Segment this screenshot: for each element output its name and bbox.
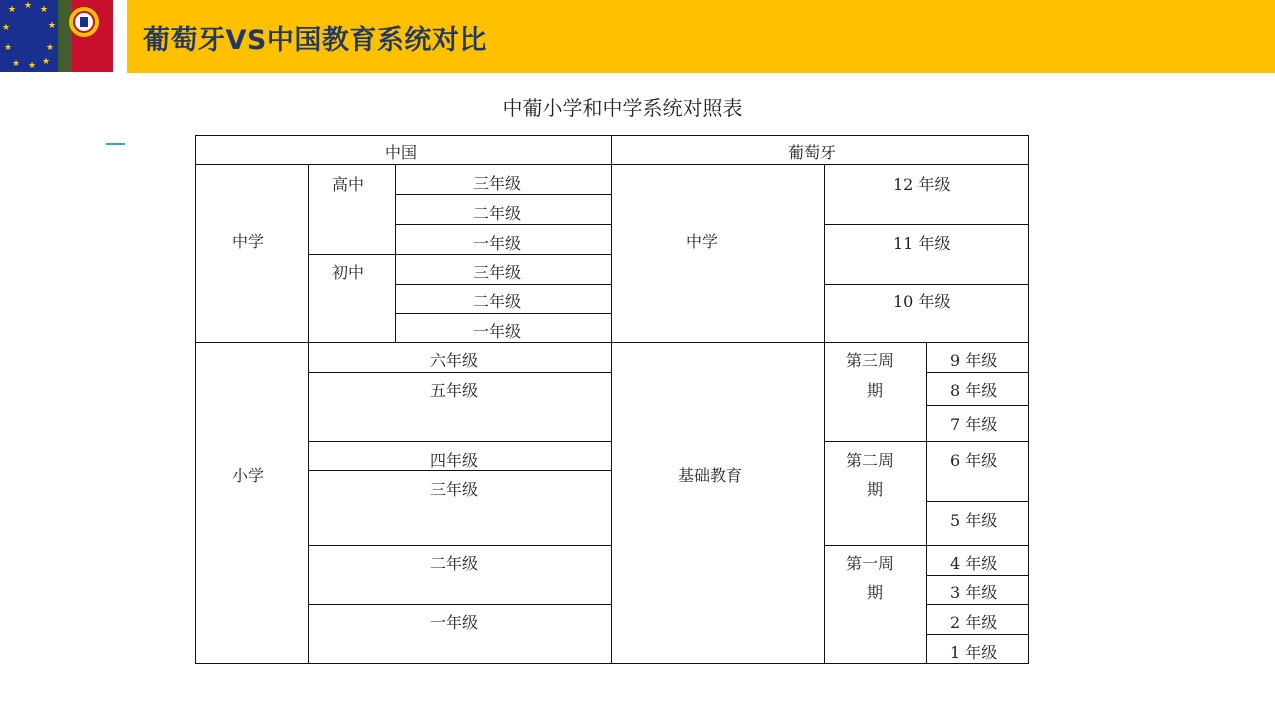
china-senior-label: 高中 [332,175,365,194]
portugal-secondary-grade: 11 年级 [893,234,951,253]
china-junior-grade: 二年级 [473,292,522,311]
svg-text:★: ★ [42,57,51,67]
china-junior-grade: 一年级 [473,322,522,341]
portugal-secondary-grade: 10 年级 [893,292,951,311]
svg-text:★: ★ [4,43,13,53]
portugal-basic-label: 基础教育 [678,466,743,485]
portugal-grade: 4 年级 [950,554,998,573]
portugal-grade: 7 年级 [950,415,998,434]
china-header: 中国 [385,143,418,162]
portugal-cycle2-label: 第二周 [846,451,895,470]
china-secondary-label: 中学 [232,232,265,251]
china-senior-grade: 三年级 [473,174,522,193]
portugal-cycle1-label: 期 [867,583,884,602]
portugal-cycle3-label: 期 [867,381,884,400]
svg-text:★: ★ [2,23,11,33]
portugal-cycle2-label: 期 [867,480,884,499]
portugal-grade: 5 年级 [950,511,998,530]
china-primary-grade: 一年级 [430,613,479,632]
china-primary-grade: 六年级 [430,351,479,370]
table-title: 中葡小学和中学系统对照表 [502,96,743,120]
portugal-grade: 6 年级 [950,451,998,470]
svg-text:★: ★ [24,1,33,11]
china-primary-grade: 二年级 [430,554,479,573]
portugal-grade: 3 年级 [950,583,998,602]
china-primary-label: 小学 [232,466,265,485]
portugal-grade: 9 年级 [950,351,998,370]
china-primary-grade: 三年级 [430,480,479,499]
china-senior-grade: 一年级 [473,234,522,253]
page-title: 葡萄牙VS中国教育系统对比 [143,25,487,56]
svg-text:★: ★ [8,5,17,15]
portugal-secondary-label: 中学 [686,232,719,251]
china-primary-grade: 四年级 [430,451,479,470]
portugal-cycle1-label: 第一周 [846,554,895,573]
svg-text:★: ★ [28,61,37,71]
svg-text:★: ★ [40,5,49,15]
svg-text:★: ★ [46,43,55,53]
portugal-header: 葡萄牙 [788,143,837,162]
portugal-cycle3-label: 第三周 [846,351,895,370]
china-senior-grade: 二年级 [473,204,522,223]
china-junior-grade: 三年级 [473,263,522,282]
portugal-grade: 8 年级 [950,381,998,400]
china-primary-grade: 五年级 [430,381,479,400]
china-junior-label: 初中 [332,263,365,282]
svg-text:★: ★ [48,21,57,31]
portugal-secondary-grade: 12 年级 [893,175,951,194]
svg-text:★: ★ [12,59,21,69]
portugal-grade: 2 年级 [950,613,998,632]
portugal-grade: 1 年级 [950,643,998,662]
